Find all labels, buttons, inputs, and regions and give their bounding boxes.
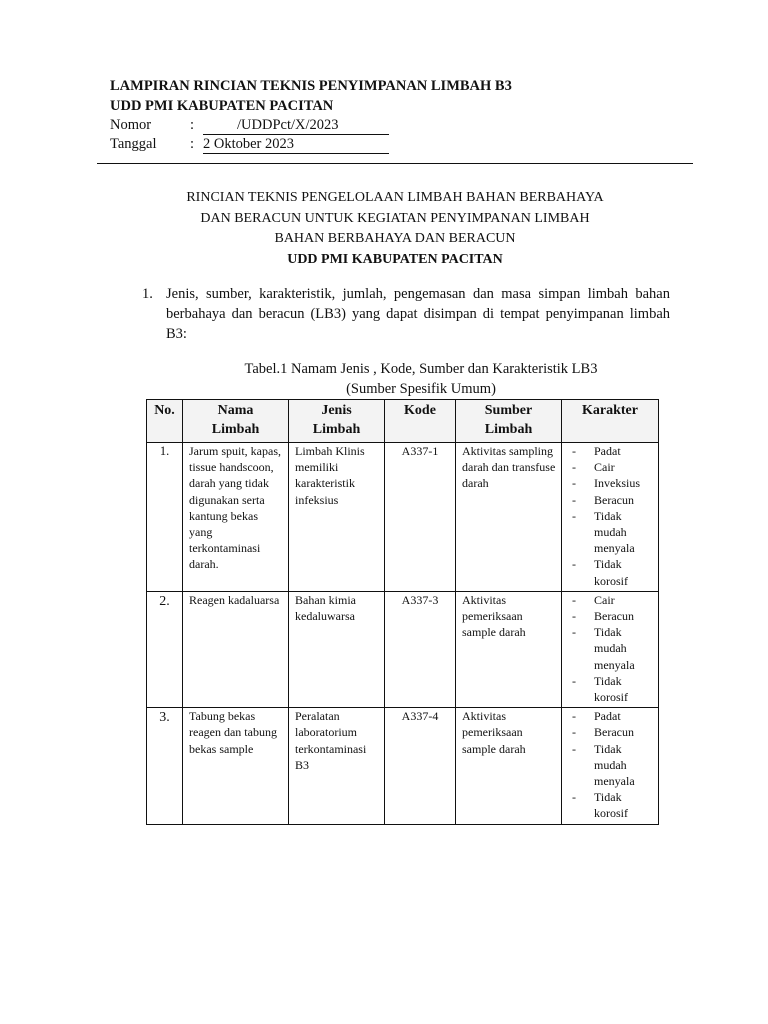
row-2-jenis: Bahan kimia kedaluwarsa — [289, 591, 385, 707]
karakter-item: - Tidak mudah menyala — [568, 741, 654, 790]
karakter-item: - Beracun — [568, 608, 654, 624]
row-3-karakter — [562, 708, 659, 824]
document-title — [97, 188, 693, 270]
table-caption — [146, 360, 696, 399]
row-1-nama: Jarum spuit, kapas, tissue handscoon, darah yang tidak digunakan serta kantung bekas yang terkontaminasi darah. — [183, 443, 289, 592]
karakter-item: - Padat — [568, 443, 654, 459]
row-2-kode: A337-3 — [385, 591, 456, 707]
row-1-sumber: Aktivitas sampling darah dan transfuse darah — [456, 443, 562, 592]
karakter-item: - Beracun — [568, 492, 654, 508]
header-divider — [97, 163, 693, 164]
intro-text: Jenis, sumber, karakteristik, jumlah, pengemasan dan masa simpan limbah bahan berbahaya dan beracun (LB3) yang dapat disimpan di tempat penyimpanan limbah B3: — [166, 286, 670, 342]
header-karakter: Karakter — [562, 400, 659, 443]
table-header-row — [147, 400, 659, 443]
row-1-kode: A337-1 — [385, 443, 456, 592]
header-jenis-limbah: Jenis Limbah — [289, 400, 385, 443]
header-nama-limbah: Nama Limbah — [183, 400, 289, 443]
row-2-no: 2. — [147, 591, 183, 707]
header-line-1: LAMPIRAN RINCIAN TEKNIS PENYIMPANAN LIMBAH B3 — [110, 78, 512, 94]
intro-number: 1. — [142, 286, 153, 302]
karakter-item: - Tidak korosif — [568, 673, 654, 705]
header-kode: Kode — [385, 400, 456, 443]
row-3-kode: A337-4 — [385, 708, 456, 824]
karakter-item: - Tidak mudah menyala — [568, 508, 654, 557]
row-3-nama: Tabung bekas reagen dan tabung bekas sample — [183, 708, 289, 824]
row-1-karakter — [562, 443, 659, 592]
title-line-3: BAHAN BERBAHAYA DAN BERACUN — [274, 231, 516, 246]
row-3-sumber: Aktivitas pemeriksaan sample darah — [456, 708, 562, 824]
tanggal-label: Tanggal — [110, 136, 157, 152]
intro-paragraph — [142, 284, 670, 344]
table-row — [147, 591, 659, 707]
karakter-item: - Cair — [568, 459, 654, 475]
header-line-2: UDD PMI KABUPATEN PACITAN — [110, 98, 334, 114]
nomor-row — [110, 116, 670, 135]
lb3-table — [146, 399, 659, 825]
nomor-value: /UDDPct/X/2023 — [203, 116, 389, 135]
row-1-jenis: Limbah Klinis memiliki karakteristik infeksius — [289, 443, 385, 592]
nomor-label: Nomor — [110, 117, 152, 133]
caption-line-2: (Sumber Spesifik Umum) — [346, 380, 496, 397]
tanggal-row — [110, 135, 670, 154]
row-2-nama: Reagen kadaluarsa — [183, 591, 289, 707]
header-no: No. — [147, 400, 183, 443]
row-3-no: 3. — [147, 708, 183, 824]
nomor-colon: : — [190, 117, 195, 133]
karakter-item: - Beracun — [568, 724, 654, 740]
karakter-item: - Padat — [568, 708, 654, 724]
title-line-1: RINCIAN TEKNIS PENGELOLAAN LIMBAH BAHAN BERBAHAYA — [186, 190, 604, 205]
karakter-item: - Cair — [568, 592, 654, 608]
table-row — [147, 708, 659, 824]
row-3-jenis: Peralatan laboratorium terkontaminasi B3 — [289, 708, 385, 824]
row-2-sumber: Aktivitas pemeriksaan sample darah — [456, 591, 562, 707]
tanggal-colon: : — [190, 136, 195, 152]
karakter-item: - Tidak korosif — [568, 556, 654, 588]
row-2-karakter — [562, 591, 659, 707]
karakter-item: - Tidak korosif — [568, 789, 654, 821]
tanggal-value: 2 Oktober 2023 — [203, 135, 389, 154]
header-sumber-limbah: Sumber Limbah — [456, 400, 562, 443]
karakter-item: - Tidak mudah menyala — [568, 624, 654, 673]
title-line-2: DAN BERACUN UNTUK KEGIATAN PENYIMPANAN LIMBAH — [200, 210, 590, 226]
title-line-4: UDD PMI KABUPATEN PACITAN — [287, 251, 503, 267]
table-row — [147, 443, 659, 592]
row-1-no: 1. — [147, 443, 183, 592]
karakter-item: - Inveksius — [568, 475, 654, 491]
document-header — [110, 76, 670, 154]
caption-line-1: Tabel.1 Namam Jenis , Kode, Sumber dan Karakteristik LB3 — [244, 361, 598, 377]
